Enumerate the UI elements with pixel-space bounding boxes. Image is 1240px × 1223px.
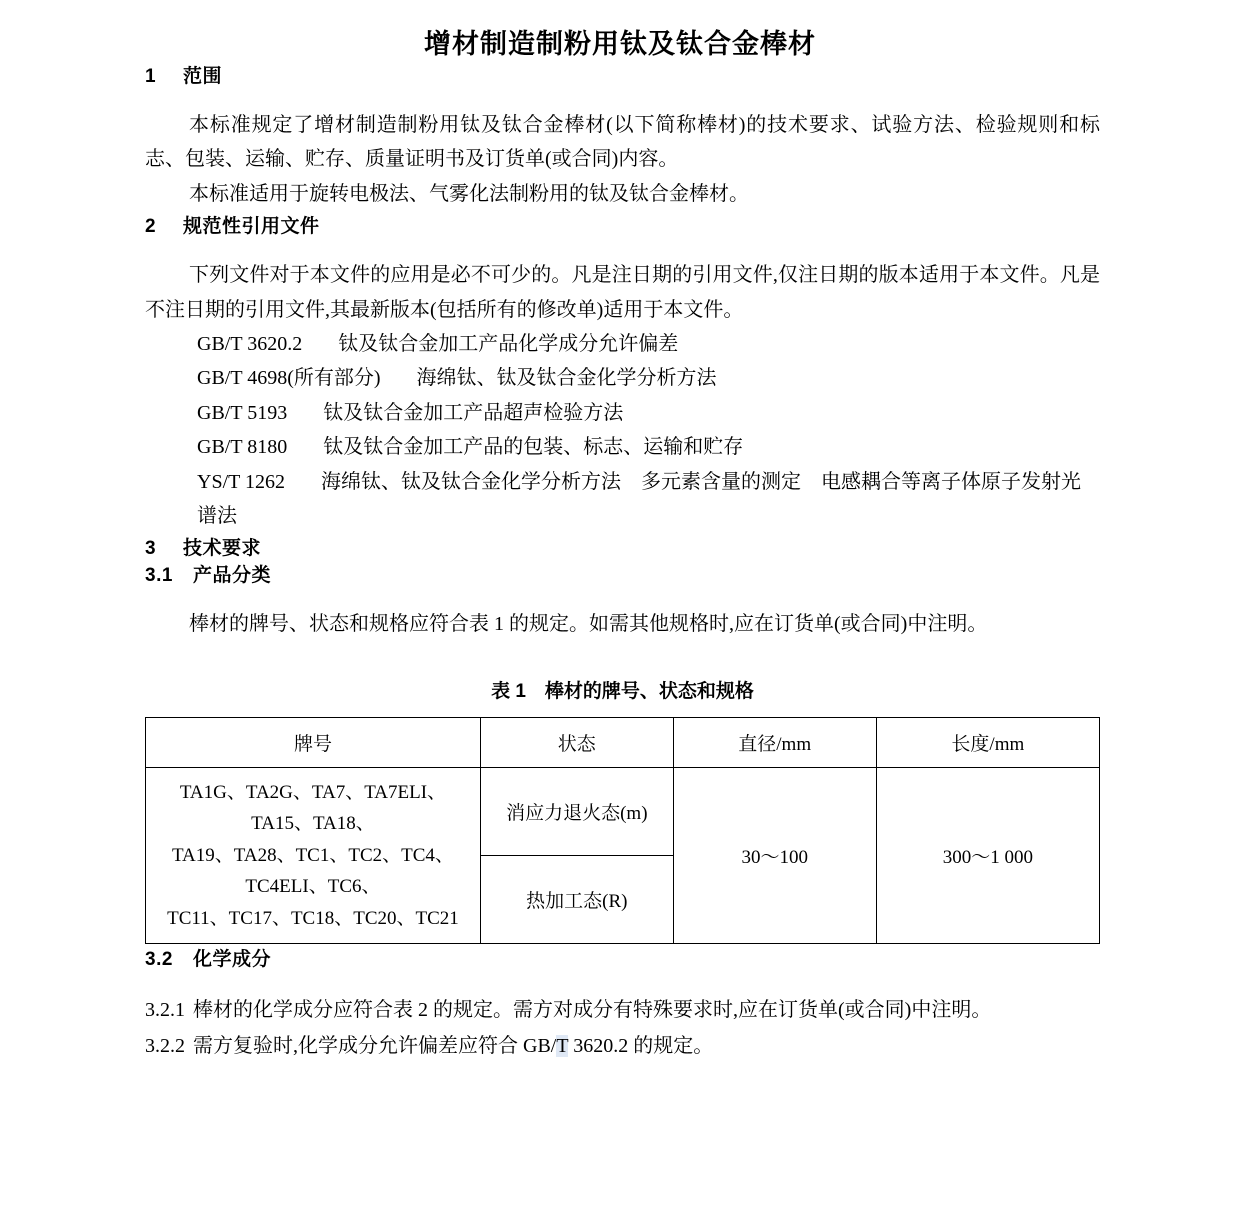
section-title-2: 规范性引用文件 xyxy=(183,216,320,238)
clause-number: 3.2.2 xyxy=(145,1034,185,1057)
classification-paragraph: 棒材的牌号、状态和规格应符合表 1 的规定。如需其他规格时,应在订货单(或合同)中注明。 xyxy=(189,613,988,636)
section-number-1: 1 xyxy=(145,66,157,87)
page-title: 增材制造制粉用钛及钛合金棒材 xyxy=(424,29,816,59)
reference-title: 钛及钛合金加工产品化学成分允许偏差 xyxy=(338,332,679,355)
grades-line: TC11、TC17、TC18、TC20、TC21 xyxy=(167,907,459,929)
reference-item xyxy=(145,430,1100,464)
section-number-3-2: 3.2 xyxy=(145,949,173,971)
section-heading-scope xyxy=(145,61,1100,88)
reference-item xyxy=(145,396,1100,430)
section-title-3-2: 化学成分 xyxy=(193,949,272,971)
scope-paragraph-1: 本标准规定了增材制造制粉用钛及钛合金棒材(以下简称棒材)的技术要求、试验方法、检验规则和标志、包装、运输、贮存、质量证明书及订货单(或合同)内容。 xyxy=(145,114,1100,171)
table-caption: 表 1 棒材的牌号、状态和规格 xyxy=(491,680,754,702)
reference-code: GB/T 8180 xyxy=(197,436,288,459)
scope-paragraph-2: 本标准适用于旋转电极法、气雾化法制粉用的钛及钛合金棒材。 xyxy=(189,182,749,205)
reference-item xyxy=(145,361,1100,395)
document-page xyxy=(0,22,1240,1223)
table-cell-diameter: 30～100 xyxy=(673,767,876,944)
table-header-cell: 直径/mm xyxy=(673,717,876,767)
table-header-cell: 长度/mm xyxy=(876,717,1099,767)
section-number-3-1: 3.1 xyxy=(145,565,173,587)
reference-item xyxy=(145,327,1100,361)
section-heading-references xyxy=(145,211,1100,238)
clause-text-end: 3620.2 的规定。 xyxy=(568,1034,714,1057)
grades-line: TA19、TA28、TC1、TC2、TC4、TC4ELI、TC6、 xyxy=(171,844,454,898)
clause-text-highlight: T xyxy=(556,1034,569,1057)
section-heading-classification xyxy=(145,560,1100,587)
section-heading-composition xyxy=(145,944,1100,971)
table-specifications xyxy=(145,717,1100,945)
table-cell-length: 300～1 000 xyxy=(876,767,1099,944)
section-title-3-1: 产品分类 xyxy=(193,565,272,587)
table-cell-state: 消应力退火态(m) xyxy=(480,767,673,855)
table-cell-state: 热加工态(R) xyxy=(480,856,673,944)
reference-item xyxy=(145,465,1100,534)
section-number-2: 2 xyxy=(145,216,157,238)
table-header-cell: 状态 xyxy=(480,717,673,767)
reference-title: 海绵钛、钛及钛合金化学分析方法 xyxy=(416,367,717,390)
table-header-row xyxy=(146,717,1100,767)
clause-3-2-2 xyxy=(145,1029,1100,1065)
clause-text: 棒材的化学成分应符合表 2 的规定。需方对成分有特殊要求时,应在订货单(或合同)中注明。 xyxy=(193,999,992,1022)
reference-title: 海绵钛、钛及钛合金化学分析方法 多元素含量的测定 电感耦合等离子体原子发射光谱法 xyxy=(197,470,1081,527)
reference-title: 钛及钛合金加工产品超声检验方法 xyxy=(323,401,624,424)
section-title-1: 范围 xyxy=(183,66,223,87)
clause-number: 3.2.1 xyxy=(145,999,185,1022)
reference-title: 钛及钛合金加工产品的包装、标志、运输和贮存 xyxy=(323,436,744,459)
reference-code: GB/T 4698(所有部分) xyxy=(197,367,381,390)
clause-3-2-1 xyxy=(145,993,1100,1029)
reference-code: YS/T 1262 xyxy=(197,470,285,493)
composition-clauses xyxy=(145,993,1100,1064)
table-row xyxy=(146,767,1100,855)
clause-text: 需方复验时,化学成分允许偏差应符合 GB/ xyxy=(193,1034,557,1057)
section-heading-technical xyxy=(145,533,1100,560)
document-content xyxy=(145,61,1100,1065)
reference-code: GB/T 5193 xyxy=(197,401,288,424)
reference-code: GB/T 3620.2 xyxy=(197,332,303,355)
grades-line: TA1G、TA2G、TA7、TA7ELI、TA15、TA18、 xyxy=(179,781,447,835)
section-title-3: 技术要求 xyxy=(183,538,262,560)
table-header-cell: 牌号 xyxy=(146,717,481,767)
section-number-3: 3 xyxy=(145,538,157,560)
references-intro: 下列文件对于本文件的应用是必不可少的。凡是注日期的引用文件,仅注日期的版本适用于本文件。凡是不注日期的引用文件,其最新版本(包括所有的修改单)适用于本文件。 xyxy=(145,264,1100,321)
table-cell-grades xyxy=(146,767,481,944)
